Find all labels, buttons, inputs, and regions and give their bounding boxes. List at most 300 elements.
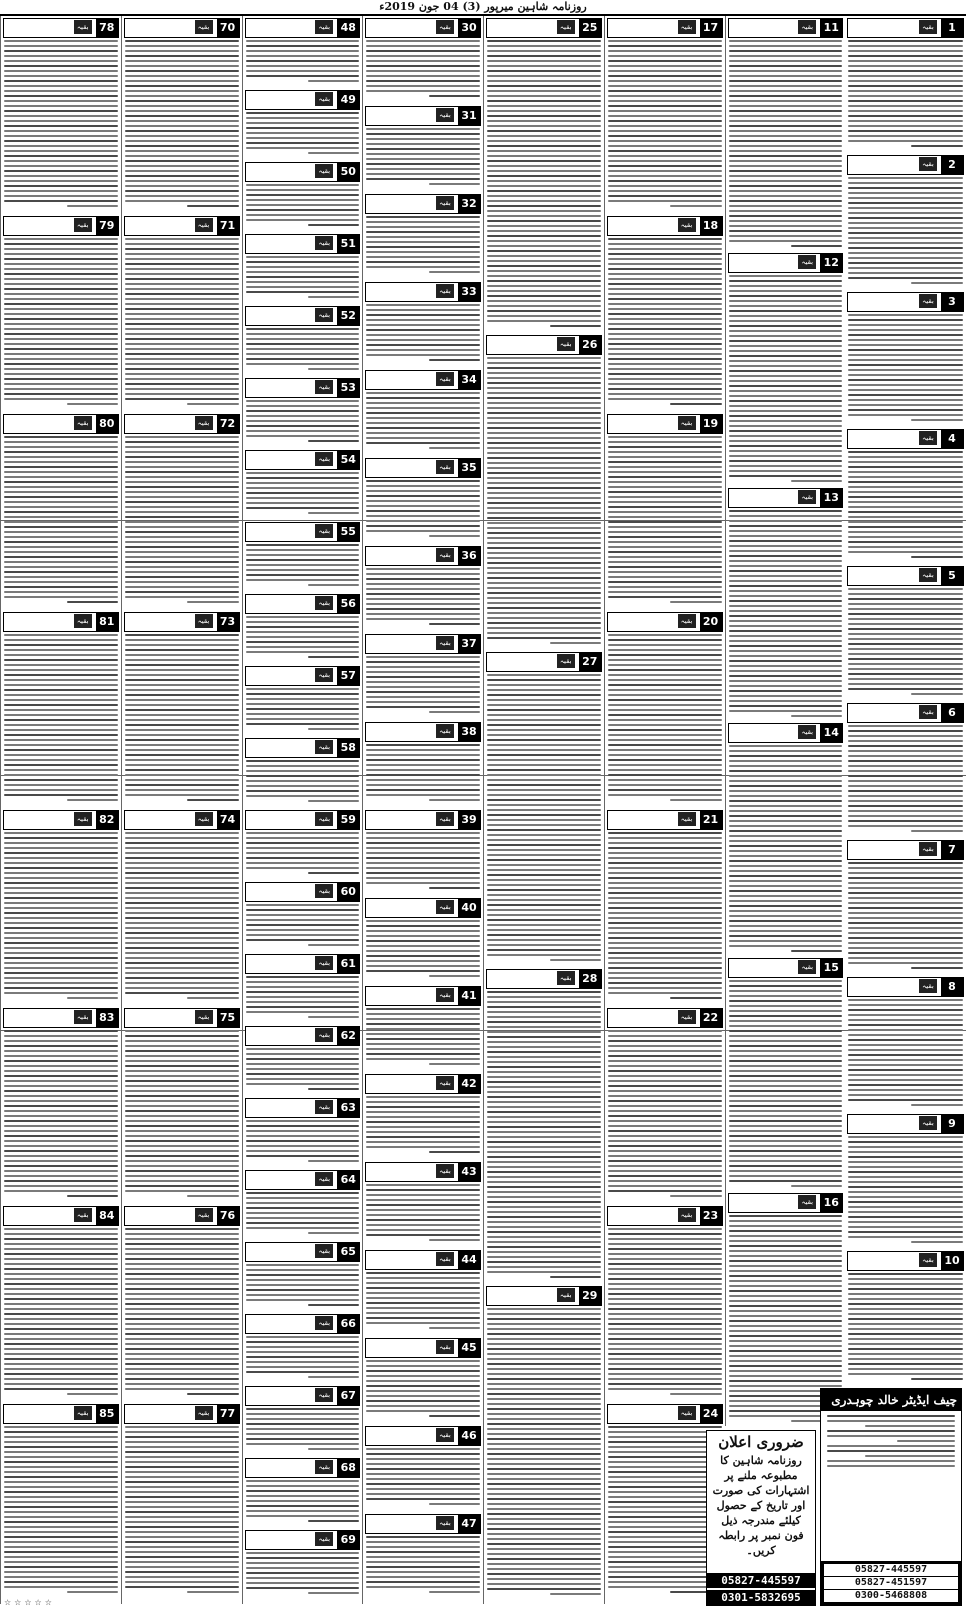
- continuation-item: [245, 234, 361, 303]
- continued-tag: بقیہ: [315, 164, 333, 178]
- item-number: 35: [458, 459, 480, 477]
- item-number: 30: [458, 19, 480, 37]
- continued-tag: بقیہ: [315, 1172, 333, 1186]
- body-text-lines: [728, 510, 844, 717]
- item-header: [245, 90, 361, 110]
- continued-tag: بقیہ: [436, 636, 454, 650]
- newspaper-column: [725, 16, 846, 1426]
- continued-tag: بقیہ: [919, 431, 937, 445]
- continuation-item: [124, 810, 240, 1005]
- item-header: [365, 1250, 481, 1270]
- notice-title: ضروری اعلان: [718, 1433, 804, 1451]
- item-number: 20: [700, 613, 722, 631]
- continuation-item: [847, 977, 964, 1111]
- body-text-lines: [365, 1096, 481, 1153]
- body-text-lines: [365, 1272, 481, 1329]
- body-text-lines: [847, 588, 964, 695]
- continued-tag: بقیہ: [74, 1406, 92, 1420]
- item-number: 72: [217, 415, 239, 433]
- continued-tag: بقیہ: [315, 452, 333, 466]
- continuation-item: [607, 216, 723, 411]
- continuation-item: [607, 18, 723, 213]
- continued-tag: بقیہ: [557, 20, 575, 34]
- continued-tag: بقیہ: [557, 654, 575, 668]
- item-header: [847, 1114, 964, 1134]
- item-number: 54: [337, 451, 359, 469]
- item-number: 78: [96, 19, 118, 37]
- body-text-lines: [245, 1192, 361, 1234]
- item-number: 47: [458, 1515, 480, 1533]
- body-text-lines: [124, 1228, 240, 1395]
- item-number: 25: [579, 19, 601, 37]
- continued-tag: بقیہ: [315, 1244, 333, 1258]
- item-number: 7: [941, 841, 963, 859]
- item-number: 80: [96, 415, 118, 433]
- item-number: 81: [96, 613, 118, 631]
- continuation-item: [365, 1074, 481, 1159]
- item-number: 16: [820, 1194, 842, 1212]
- continuation-item: [245, 1242, 361, 1311]
- continued-tag: بقیہ: [195, 1406, 213, 1420]
- item-number: 37: [458, 635, 480, 653]
- item-header: [245, 162, 361, 182]
- item-number: 48: [337, 19, 359, 37]
- item-number: 69: [337, 1531, 359, 1549]
- item-number: 79: [96, 217, 118, 235]
- item-header: [124, 216, 240, 236]
- notice-body: روزنامہ شاہین کا مطبوعہ ملنے پر اشتہارات کی صورت اور تاریخ کے حصول کیلئے مندرجہ ذیل فون نمبر پر رابطہ کریں۔: [712, 1454, 810, 1557]
- item-header: [486, 18, 602, 38]
- item-header: [3, 1404, 119, 1424]
- body-text-lines: [245, 1480, 361, 1522]
- body-text-lines: [847, 177, 964, 284]
- body-text-lines: [3, 1030, 119, 1197]
- item-header: [124, 414, 240, 434]
- body-text-lines: [728, 275, 844, 482]
- continuation-item: [245, 738, 361, 807]
- body-text-lines: [124, 436, 240, 603]
- item-number: 39: [458, 811, 480, 829]
- item-header: [607, 1206, 723, 1226]
- continued-tag: بقیہ: [436, 1516, 454, 1530]
- body-text-lines: [847, 862, 964, 969]
- continuation-item: [847, 18, 964, 152]
- body-text-lines: [607, 1228, 723, 1395]
- item-number: 42: [458, 1075, 480, 1093]
- item-number: 55: [337, 523, 359, 541]
- continuation-item: [365, 194, 481, 279]
- continued-tag: بقیہ: [436, 1164, 454, 1178]
- continued-tag: بقیہ: [436, 1076, 454, 1090]
- body-text-lines: [365, 392, 481, 449]
- continuation-item: [124, 612, 240, 807]
- continuation-item: [607, 612, 723, 807]
- continued-tag: بقیہ: [436, 372, 454, 386]
- continued-tag: بقیہ: [557, 337, 575, 351]
- item-header: [245, 1026, 361, 1046]
- editor-phone: 05827-451597: [824, 1577, 958, 1589]
- body-text-lines: [847, 725, 964, 832]
- item-header: [3, 18, 119, 38]
- item-header: [365, 282, 481, 302]
- item-number: 63: [337, 1099, 359, 1117]
- editor-credit-lines: [821, 1411, 961, 1474]
- continued-tag: بقیہ: [315, 1532, 333, 1546]
- continuation-item: [847, 1251, 964, 1385]
- item-number: 56: [337, 595, 359, 613]
- body-text-lines: [607, 238, 723, 405]
- newspaper-column: [604, 16, 725, 1604]
- item-number: 66: [337, 1315, 359, 1333]
- body-text-lines: [365, 744, 481, 801]
- item-header: [245, 594, 361, 614]
- body-text-lines: [245, 328, 361, 370]
- body-text-lines: [3, 40, 119, 207]
- item-header: [3, 1008, 119, 1028]
- item-number: 51: [337, 235, 359, 253]
- item-number: 22: [700, 1009, 722, 1027]
- continued-tag: بقیہ: [315, 1028, 333, 1042]
- item-number: 9: [941, 1115, 963, 1133]
- continuation-item: [365, 458, 481, 543]
- body-text-lines: [3, 1426, 119, 1593]
- continued-tag: بقیہ: [315, 1100, 333, 1114]
- item-header: [607, 810, 723, 830]
- newspaper-column: [0, 16, 121, 1604]
- continued-tag: بقیہ: [436, 284, 454, 298]
- body-text-lines: [365, 1448, 481, 1505]
- newspaper-column: [845, 16, 966, 1386]
- item-header: [3, 216, 119, 236]
- body-text-lines: [245, 40, 361, 82]
- item-header: [847, 155, 964, 175]
- continuation-item: [124, 1008, 240, 1203]
- item-header: [607, 216, 723, 236]
- body-text-lines: [245, 1048, 361, 1090]
- continued-tag: بقیہ: [195, 614, 213, 628]
- footer-stars: ☆☆☆☆☆: [4, 1598, 55, 1607]
- item-number: 76: [217, 1207, 239, 1225]
- item-header: [847, 292, 964, 312]
- continuation-item: [245, 450, 361, 519]
- item-header: [245, 666, 361, 686]
- notice-phone: 05827-445597: [707, 1573, 815, 1588]
- item-number: 26: [579, 336, 601, 354]
- body-text-lines: [365, 920, 481, 977]
- body-text-lines: [245, 904, 361, 946]
- item-number: 8: [941, 978, 963, 996]
- item-header: [3, 810, 119, 830]
- body-text-lines: [124, 832, 240, 999]
- continued-tag: بقیہ: [919, 842, 937, 856]
- item-number: 50: [337, 163, 359, 181]
- continuation-item: [847, 429, 964, 563]
- continuation-item: [847, 840, 964, 974]
- item-header: [847, 566, 964, 586]
- continued-tag: بقیہ: [195, 218, 213, 232]
- continued-tag: بقیہ: [798, 725, 816, 739]
- body-text-lines: [365, 656, 481, 713]
- item-number: 52: [337, 307, 359, 325]
- item-number: 13: [820, 489, 842, 507]
- continued-tag: بقیہ: [436, 548, 454, 562]
- item-header: [365, 1338, 481, 1358]
- item-number: 40: [458, 899, 480, 917]
- item-header: [847, 977, 964, 997]
- item-number: 34: [458, 371, 480, 389]
- item-header: [124, 810, 240, 830]
- item-number: 1: [941, 19, 963, 37]
- item-number: 31: [458, 107, 480, 125]
- body-text-lines: [245, 112, 361, 154]
- continued-tag: بقیہ: [315, 596, 333, 610]
- item-header: [245, 1170, 361, 1190]
- continuation-item: [245, 1098, 361, 1167]
- item-number: 64: [337, 1171, 359, 1189]
- item-number: 14: [820, 724, 842, 742]
- continuation-item: [607, 1008, 723, 1203]
- continued-tag: بقیہ: [74, 416, 92, 430]
- continued-tag: بقیہ: [74, 218, 92, 232]
- body-text-lines: [3, 238, 119, 405]
- continued-tag: بقیہ: [557, 971, 575, 985]
- item-number: 28: [579, 970, 601, 988]
- continued-tag: بقیہ: [315, 740, 333, 754]
- item-header: [847, 1251, 964, 1271]
- continuation-item: [365, 1426, 481, 1511]
- continued-tag: بقیہ: [436, 900, 454, 914]
- item-header: [607, 612, 723, 632]
- continued-tag: بقیہ: [678, 1406, 696, 1420]
- continued-tag: بقیہ: [315, 92, 333, 106]
- continuation-item: [124, 1404, 240, 1599]
- continuation-item: [365, 282, 481, 367]
- continuation-item: [245, 162, 361, 231]
- notice-phone: 0301-5832695: [707, 1590, 815, 1605]
- continued-tag: بقیہ: [678, 218, 696, 232]
- item-number: 17: [700, 19, 722, 37]
- item-header: [245, 378, 361, 398]
- body-text-lines: [3, 436, 119, 603]
- item-number: 60: [337, 883, 359, 901]
- item-header: [245, 1242, 361, 1262]
- continuation-item: [3, 1404, 119, 1599]
- continuation-item: [728, 18, 844, 250]
- continued-tag: بقیہ: [436, 108, 454, 122]
- continuation-item: [607, 810, 723, 1005]
- item-header: [365, 1074, 481, 1094]
- continued-tag: بقیہ: [74, 812, 92, 826]
- continuation-item: [365, 986, 481, 1071]
- body-text-lines: [3, 1228, 119, 1395]
- continued-tag: بقیہ: [798, 1195, 816, 1209]
- continuation-item: [245, 1386, 361, 1455]
- item-number: 77: [217, 1405, 239, 1423]
- continued-tag: بقیہ: [678, 416, 696, 430]
- item-header: [245, 810, 361, 830]
- continued-tag: بقیہ: [436, 196, 454, 210]
- continuation-item: [728, 958, 844, 1190]
- item-header: [728, 1193, 844, 1213]
- item-number: 4: [941, 430, 963, 448]
- item-header: [245, 1098, 361, 1118]
- continuation-item: [607, 1206, 723, 1401]
- item-number: 15: [820, 959, 842, 977]
- continuation-item: [245, 90, 361, 159]
- continued-tag: بقیہ: [74, 1010, 92, 1024]
- continued-tag: بقیہ: [315, 1460, 333, 1474]
- body-text-lines: [607, 1030, 723, 1197]
- item-header: [607, 18, 723, 38]
- editor-phone: 0300-5468808: [824, 1590, 958, 1602]
- continuation-item: [3, 612, 119, 807]
- continuation-item: [365, 1250, 481, 1335]
- body-text-lines: [486, 1308, 602, 1595]
- continued-tag: بقیہ: [436, 1252, 454, 1266]
- continuation-item: [245, 882, 361, 951]
- continuation-item: [607, 414, 723, 609]
- item-number: 38: [458, 723, 480, 741]
- body-text-lines: [245, 760, 361, 802]
- item-number: 36: [458, 547, 480, 565]
- item-number: 18: [700, 217, 722, 235]
- continuation-item: [124, 1206, 240, 1401]
- continuation-item: [124, 414, 240, 609]
- continued-tag: بقیہ: [919, 20, 937, 34]
- body-text-lines: [847, 1273, 964, 1380]
- item-header: [3, 1206, 119, 1226]
- item-number: 24: [700, 1405, 722, 1423]
- body-text-lines: [245, 184, 361, 226]
- body-text-lines: [245, 1408, 361, 1450]
- item-number: 68: [337, 1459, 359, 1477]
- item-number: 74: [217, 811, 239, 829]
- continued-tag: بقیہ: [678, 812, 696, 826]
- item-number: 33: [458, 283, 480, 301]
- item-header: [365, 810, 481, 830]
- newspaper-column: [362, 16, 483, 1604]
- item-header: [486, 1286, 602, 1306]
- item-number: 62: [337, 1027, 359, 1045]
- continuation-item: [847, 566, 964, 700]
- body-text-lines: [245, 544, 361, 586]
- continuation-item: [365, 1514, 481, 1599]
- continued-tag: بقیہ: [919, 1116, 937, 1130]
- item-number: 12: [820, 254, 842, 272]
- continuation-item: [3, 216, 119, 411]
- continuation-item: [365, 1338, 481, 1423]
- item-header: [124, 1404, 240, 1424]
- continued-tag: بقیہ: [919, 568, 937, 582]
- item-number: 83: [96, 1009, 118, 1027]
- body-text-lines: [245, 832, 361, 874]
- item-number: 57: [337, 667, 359, 685]
- item-header: [245, 1458, 361, 1478]
- body-text-lines: [847, 314, 964, 421]
- item-header: [124, 1206, 240, 1226]
- continuation-item: [245, 1530, 361, 1599]
- item-header: [365, 194, 481, 214]
- continuation-item: [124, 216, 240, 411]
- item-number: 43: [458, 1163, 480, 1181]
- masthead: [0, 0, 966, 16]
- chief-editor-title: چیف ایڈیٹر خالد چوہدری: [821, 1389, 961, 1411]
- body-text-lines: [245, 256, 361, 298]
- continued-tag: بقیہ: [315, 308, 333, 322]
- continuation-item: [124, 18, 240, 213]
- item-number: 6: [941, 704, 963, 722]
- continuation-item: [245, 522, 361, 591]
- item-number: 41: [458, 987, 480, 1005]
- continuation-item: [365, 546, 481, 631]
- item-header: [728, 18, 844, 38]
- continuation-item: [245, 666, 361, 735]
- continuation-item: [847, 1114, 964, 1248]
- continuation-item: [365, 370, 481, 455]
- item-header: [607, 1404, 723, 1424]
- newspaper-column: [121, 16, 242, 1604]
- item-header: [486, 969, 602, 989]
- continuation-item: [728, 723, 844, 955]
- item-number: 5: [941, 567, 963, 585]
- body-text-lines: [847, 1136, 964, 1243]
- continued-tag: بقیہ: [195, 416, 213, 430]
- body-text-lines: [365, 216, 481, 273]
- continued-tag: بقیہ: [195, 1010, 213, 1024]
- continued-tag: بقیہ: [798, 255, 816, 269]
- item-header: [365, 18, 481, 38]
- body-text-lines: [245, 1552, 361, 1594]
- item-header: [124, 612, 240, 632]
- item-header: [365, 634, 481, 654]
- item-header: [365, 458, 481, 478]
- continued-tag: بقیہ: [74, 614, 92, 628]
- body-text-lines: [607, 436, 723, 603]
- continuation-item: [3, 1206, 119, 1401]
- item-header: [365, 898, 481, 918]
- item-number: 44: [458, 1251, 480, 1269]
- body-text-lines: [365, 568, 481, 625]
- item-number: 71: [217, 217, 239, 235]
- continued-tag: بقیہ: [678, 20, 696, 34]
- item-number: 73: [217, 613, 239, 631]
- continued-tag: بقیہ: [919, 705, 937, 719]
- body-text-lines: [365, 128, 481, 185]
- body-text-lines: [365, 1008, 481, 1065]
- continued-tag: بقیہ: [919, 157, 937, 171]
- body-text-lines: [607, 40, 723, 207]
- item-header: [245, 306, 361, 326]
- continuation-item: [847, 703, 964, 837]
- item-header: [365, 370, 481, 390]
- item-number: 29: [579, 1287, 601, 1305]
- item-header: [607, 1008, 723, 1028]
- item-header: [486, 652, 602, 672]
- continued-tag: بقیہ: [557, 1288, 575, 1302]
- body-text-lines: [245, 688, 361, 730]
- item-number: 82: [96, 811, 118, 829]
- body-text-lines: [847, 451, 964, 558]
- item-header: [365, 1514, 481, 1534]
- body-text-lines: [847, 40, 964, 147]
- item-header: [847, 18, 964, 38]
- continued-tag: بقیہ: [919, 294, 937, 308]
- continuation-item: [728, 253, 844, 485]
- item-header: [245, 18, 361, 38]
- item-number: 58: [337, 739, 359, 757]
- item-number: 85: [96, 1405, 118, 1423]
- continuation-item: [486, 969, 602, 1283]
